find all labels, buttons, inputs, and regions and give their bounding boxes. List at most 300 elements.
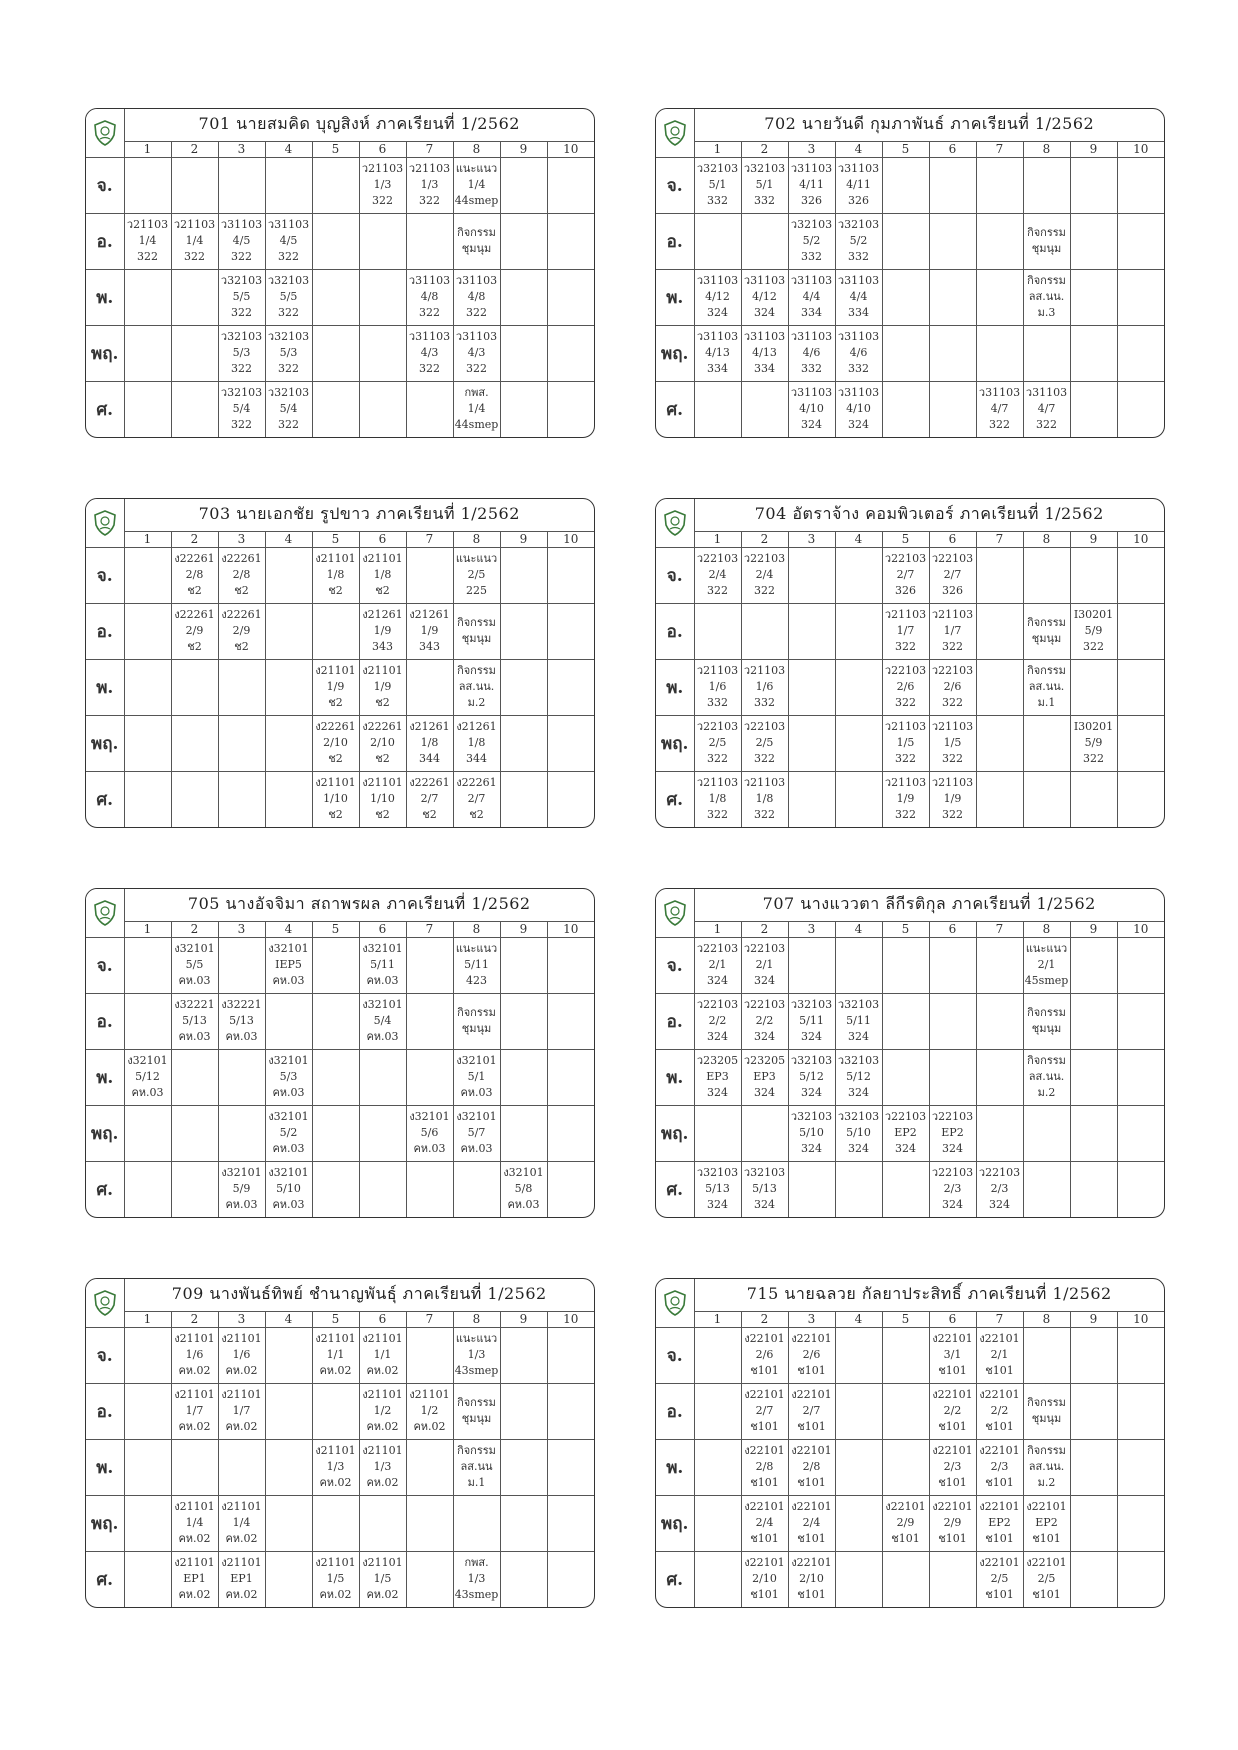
cell-line: ง21101 [315,664,356,677]
cell-line: 5/11 [846,1014,871,1027]
schedule-cell [453,325,500,381]
period-header: 6 [929,531,976,547]
cell-line: 5/7 [467,1126,486,1139]
schedule-cell [1023,937,1070,993]
cell-line: 1/6 [185,1348,204,1361]
cell-line: 2/6 [896,680,915,693]
day-label: พ. [656,269,694,325]
schedule-cell [359,603,406,659]
schedule-cell [124,1105,171,1161]
cell-line: 5/8 [514,1182,533,1196]
cell-line: ว31103 [455,330,498,343]
period-header: 6 [359,531,406,547]
day-label: พ. [656,1049,694,1105]
cell-line: ว31103 [408,330,451,343]
schedule-cell [788,659,835,715]
cell-line: 2/5 [708,736,727,749]
cell-line: ง21101 [362,552,403,565]
period-header: 2 [741,141,788,157]
schedule-cell [359,993,406,1049]
cell-line: ว31103 [696,330,739,343]
schedule-cell [547,1383,594,1439]
schedule-cell [265,1551,312,1607]
cell-line: ช2 [328,808,343,822]
cell-line: 322 [754,584,775,597]
cell-line: ว21103 [884,720,927,733]
schedule-cell [788,325,835,381]
period-header: 6 [929,921,976,937]
cell-line: 1/3 [373,178,392,191]
schedule-cell [359,1439,406,1495]
cell-line: คห.02 [319,1364,352,1377]
day-label: พฤ. [86,325,124,381]
cell-line: 4/12 [752,290,777,303]
schedule-cell [741,771,788,827]
period-header: 7 [406,921,453,937]
cell-line: ชุมนุม [461,1022,492,1035]
cell-line: 332 [801,362,822,375]
schedule-cell [788,1439,835,1495]
period-header: 10 [547,1311,594,1327]
schedule-cell [694,1049,741,1105]
cell-line: 1/3 [467,1348,486,1361]
cell-line: EP3 [753,1070,776,1083]
schedule-cell [1117,659,1164,715]
cell-line: 324 [942,1198,963,1212]
cell-line: 2/1 [1037,958,1056,971]
cell-line: ง21101 [221,1388,262,1401]
schedule-cell [171,1439,218,1495]
cell-line: ง32101 [221,1166,262,1180]
schedule-cell [694,1105,741,1161]
schedule-cell [1070,1327,1117,1383]
cell-line: 1/2 [373,1404,392,1417]
day-label: พ. [86,269,124,325]
schedule-cell [547,603,594,659]
cell-line: ง22261 [456,776,497,790]
schedule-cell [453,715,500,771]
schedule-cell [741,1495,788,1551]
schedule-cell [453,381,500,437]
cell-line: ง22101 [744,1444,785,1457]
schedule-cell [124,659,171,715]
schedule-cell [359,1383,406,1439]
cell-line: 4/10 [846,402,871,416]
cell-line: 5/12 [846,1070,871,1083]
schedule-cell [265,269,312,325]
schedule-cell [1070,269,1117,325]
cell-line: 1/9 [373,680,392,693]
schedule-cell [312,1439,359,1495]
school-logo-icon [93,900,117,926]
cell-line: 1/9 [326,680,345,693]
schedule-cell [929,1383,976,1439]
schedule-cell [359,547,406,603]
schedule-cell [171,157,218,213]
cell-line: ง21101 [221,1556,262,1570]
cell-line: คห.02 [178,1532,211,1545]
cell-line: กิจกรรม [457,664,496,677]
schedule-cell [976,603,1023,659]
schedule-cell [265,213,312,269]
cell-line: ว32103 [790,1054,833,1067]
schedule-cell [171,603,218,659]
schedule-cell [1023,157,1070,213]
period-header: 10 [547,921,594,937]
cell-line: ช101 [750,1420,779,1433]
period-header: 2 [171,141,218,157]
schedule-cell [453,1439,500,1495]
cell-line: 2/4 [708,568,727,581]
cell-line: ง22101 [885,1500,926,1513]
logo-cell [86,499,124,547]
schedule-cell [406,547,453,603]
schedule-cell [1070,1049,1117,1105]
schedule-cell [359,381,406,437]
cell-line: 322 [419,194,440,207]
cell-line: ง32101 [409,1110,450,1123]
cell-line: 5/13 [182,1014,207,1027]
cell-line: คห.03 [178,974,211,987]
schedule-cell [1023,381,1070,437]
cell-line: คห.03 [225,1198,258,1212]
schedule-cell [453,937,500,993]
day-label: พฤ. [656,1495,694,1551]
schedule-cell [1117,325,1164,381]
cell-line: 324 [801,1030,822,1043]
schedule-cell [788,381,835,437]
schedule-cell [1070,1383,1117,1439]
cell-line: ช101 [985,1588,1014,1602]
cell-line: 1/8 [420,736,439,749]
cell-line: ว21103 [743,664,786,677]
schedule-cell [218,1439,265,1495]
schedule-cell [359,937,406,993]
cell-line: ชุมนุม [461,242,492,255]
schedule-cell [218,325,265,381]
schedule-cell [976,1495,1023,1551]
schedule-cell [406,993,453,1049]
cell-line: ว22103 [696,552,739,565]
cell-line: ช2 [422,808,437,822]
schedule-cell [929,325,976,381]
cell-line: ว22103 [884,1110,927,1123]
cell-line: 1/5 [326,1572,345,1586]
cell-line: ช101 [797,1476,826,1489]
period-header: 3 [788,141,835,157]
schedule-cell [453,547,500,603]
cell-line: 1/3 [373,1460,392,1473]
schedule-cell [694,157,741,213]
cell-line: 5/13 [705,1182,730,1196]
cell-line: 322 [942,808,963,822]
cell-line: คห.03 [178,1030,211,1043]
schedule-cell [929,213,976,269]
cell-line: 2/1 [990,1348,1009,1361]
cell-line: EP2 [988,1516,1011,1529]
cell-line: ง21101 [362,1332,403,1345]
cell-line: ช101 [797,1532,826,1545]
cell-line: ช101 [750,1364,779,1377]
cell-line: ว22103 [743,552,786,565]
schedule-cell [1117,1551,1164,1607]
schedule-cell [265,1161,312,1217]
cell-line: ง22261 [174,552,215,565]
schedule-cell [1070,381,1117,437]
cell-line: ว32103 [837,218,880,231]
cell-line: ว32103 [790,218,833,231]
schedule-cell [882,157,929,213]
timetable-title: 701 นายสมคิด บุญสิงห์ ภาคเรียนที่ 1/2562 [124,109,594,141]
schedule-cell [453,269,500,325]
cell-line: ว22103 [931,552,974,565]
cell-line: 2/7 [467,792,486,806]
period-header: 2 [741,531,788,547]
cell-line: 4/5 [279,234,298,247]
cell-line: 1/4 [138,234,157,247]
cell-line: ง21101 [362,1556,403,1570]
cell-line: ง22101 [744,1556,785,1570]
cell-line: 225 [466,584,487,597]
schedule-cell [741,659,788,715]
schedule-cell [171,1551,218,1607]
schedule-cell [359,1049,406,1105]
cell-line: คห.02 [225,1420,258,1433]
day-label: ศ. [656,381,694,437]
cell-line: ง22101 [932,1444,973,1457]
cell-line: 326 [942,584,963,597]
schedule-cell [882,937,929,993]
schedule-cell [976,381,1023,437]
period-header: 4 [835,141,882,157]
cell-line: ง21261 [409,608,450,621]
cell-line: EP1 [183,1572,206,1586]
schedule-cell [741,325,788,381]
cell-line: 5/4 [373,1014,392,1027]
schedule-cell [312,325,359,381]
cell-line: 2/6 [943,680,962,693]
schedule-cell [1023,1383,1070,1439]
cell-line: 4/4 [849,290,868,303]
cell-line: 4/6 [802,346,821,359]
cell-line: ช101 [750,1476,779,1489]
cell-line: 43smep [454,1588,499,1602]
cell-line: ง22101 [1026,1556,1067,1570]
cell-line: 322 [942,696,963,709]
schedule-cell [976,1439,1023,1495]
cell-line: คห.03 [366,974,399,987]
schedule-cell [547,547,594,603]
cell-line: 324 [848,1086,869,1099]
cell-line: 344 [466,752,487,765]
cell-line: ม.3 [1037,306,1056,319]
cell-line: 322 [278,250,299,263]
cell-line: คห.03 [272,974,305,987]
schedule-cell [1070,993,1117,1049]
schedule-cell [1117,993,1164,1049]
schedule-cell [312,1049,359,1105]
timetable-grid [86,109,594,437]
schedule-cell [406,1327,453,1383]
schedule-cell [500,547,547,603]
schedule-cell [694,1383,741,1439]
cell-line: ง21101 [362,776,403,790]
day-label: อ. [656,993,694,1049]
day-label: อ. [656,603,694,659]
cell-line: 2/3 [990,1460,1009,1473]
schedule-cell [171,547,218,603]
cell-line: 324 [848,1142,869,1155]
cell-line: ง22101 [932,1388,973,1401]
cell-line: 2/2 [708,1014,727,1027]
schedule-cell [741,547,788,603]
cell-line: 322 [1083,640,1104,653]
schedule-cell [694,1161,741,1217]
schedule-cell [265,1327,312,1383]
period-header: 5 [312,531,359,547]
schedule-cell [788,1049,835,1105]
schedule-cell [1070,1105,1117,1161]
schedule-cell [124,1495,171,1551]
cell-line: คห.03 [272,1142,305,1155]
schedule-cell [976,937,1023,993]
schedule-cell [1023,1439,1070,1495]
cell-line: ง22101 [744,1500,785,1513]
schedule-cell [741,1551,788,1607]
cell-line: 5/12 [799,1070,824,1083]
cell-line: 2/7 [896,568,915,581]
cell-line: 322 [231,418,252,432]
cell-line: 2/9 [896,1516,915,1529]
cell-line: 5/13 [229,1014,254,1027]
cell-line: 324 [754,306,775,319]
cell-line: ม.2 [1037,1086,1056,1099]
schedule-cell [1117,1327,1164,1383]
period-header: 8 [1023,921,1070,937]
cell-line: 5/3 [232,346,251,359]
schedule-cell [124,1049,171,1105]
cell-line: ง21101 [362,1388,403,1401]
cell-line: 324 [942,1142,963,1155]
cell-line: ช2 [187,640,202,653]
logo-cell [656,1279,694,1327]
cell-line: ช101 [985,1364,1014,1377]
cell-line: ว21103 [696,776,739,790]
cell-line: แนะแนว [1025,942,1068,955]
cell-line: ว32103 [837,1054,880,1067]
schedule-cell [694,993,741,1049]
schedule-cell [312,1105,359,1161]
schedule-cell [1070,157,1117,213]
cell-line: 4/6 [849,346,868,359]
schedule-cell [1023,547,1070,603]
schedule-cell [547,1105,594,1161]
cell-line: ว21103 [743,776,786,790]
period-header: 6 [359,1311,406,1327]
schedule-cell [694,1439,741,1495]
schedule-cell [453,993,500,1049]
cell-line: 5/4 [279,402,298,416]
day-label: พ. [656,1439,694,1495]
period-header: 5 [312,921,359,937]
schedule-cell [929,269,976,325]
schedule-cell [171,381,218,437]
schedule-cell [1023,269,1070,325]
schedule-cell [788,157,835,213]
schedule-cell [124,1327,171,1383]
schedule-cell [547,1161,594,1217]
cell-line: 324 [848,1030,869,1043]
cell-line: ง21101 [221,1332,262,1345]
schedule-cell [882,1049,929,1105]
cell-line: ม.1 [1037,696,1056,709]
cell-line: 5/10 [846,1126,871,1139]
schedule-cell [835,993,882,1049]
schedule-cell [359,1327,406,1383]
schedule-cell [453,1551,500,1607]
schedule-cell [171,213,218,269]
cell-line: ช101 [797,1364,826,1377]
cell-line: 44smep [454,418,499,432]
cell-line: ช101 [985,1420,1014,1433]
schedule-cell [171,993,218,1049]
schedule-cell [547,993,594,1049]
cell-line: ช101 [750,1532,779,1545]
schedule-cell [312,659,359,715]
schedule-cell [453,1383,500,1439]
cell-line: 5/3 [279,1070,298,1083]
cell-line: 5/1 [708,178,727,191]
schedule-cell [171,1105,218,1161]
cell-line: 2/3 [943,1460,962,1473]
schedule-cell [312,771,359,827]
schedule-cell [171,325,218,381]
day-label: จ. [656,1327,694,1383]
period-header: 4 [835,531,882,547]
schedule-cell [453,1495,500,1551]
cell-line: 322 [278,362,299,375]
schedule-cell [124,1439,171,1495]
cell-line: ชุมนุม [1031,632,1062,645]
cell-line: EP2 [894,1126,917,1139]
cell-line: 45smep [1024,974,1069,987]
cell-line: ว31103 [455,274,498,287]
cell-line: ง32101 [456,1110,497,1123]
period-header: 7 [406,141,453,157]
schedule-cell [359,1551,406,1607]
cell-line: ว32103 [696,162,739,175]
cell-line: 1/8 [755,792,774,806]
period-header: 4 [265,921,312,937]
cell-line: ช2 [375,808,390,822]
schedule-cell [788,771,835,827]
cell-line: ง22101 [791,1444,832,1457]
period-header: 7 [976,921,1023,937]
schedule-cell [218,1161,265,1217]
cell-line: ว22103 [884,664,927,677]
cell-line: 1/5 [943,736,962,749]
schedule-cell [171,1161,218,1217]
cell-line: ช2 [375,752,390,765]
period-header: 2 [741,921,788,937]
cell-line: ง21101 [174,1500,215,1513]
schedule-cell [694,381,741,437]
cell-line: 324 [707,306,728,319]
schedule-cell [976,157,1023,213]
period-header: 3 [218,141,265,157]
cell-line: ง22101 [791,1556,832,1570]
timetable-card [655,1278,1165,1608]
